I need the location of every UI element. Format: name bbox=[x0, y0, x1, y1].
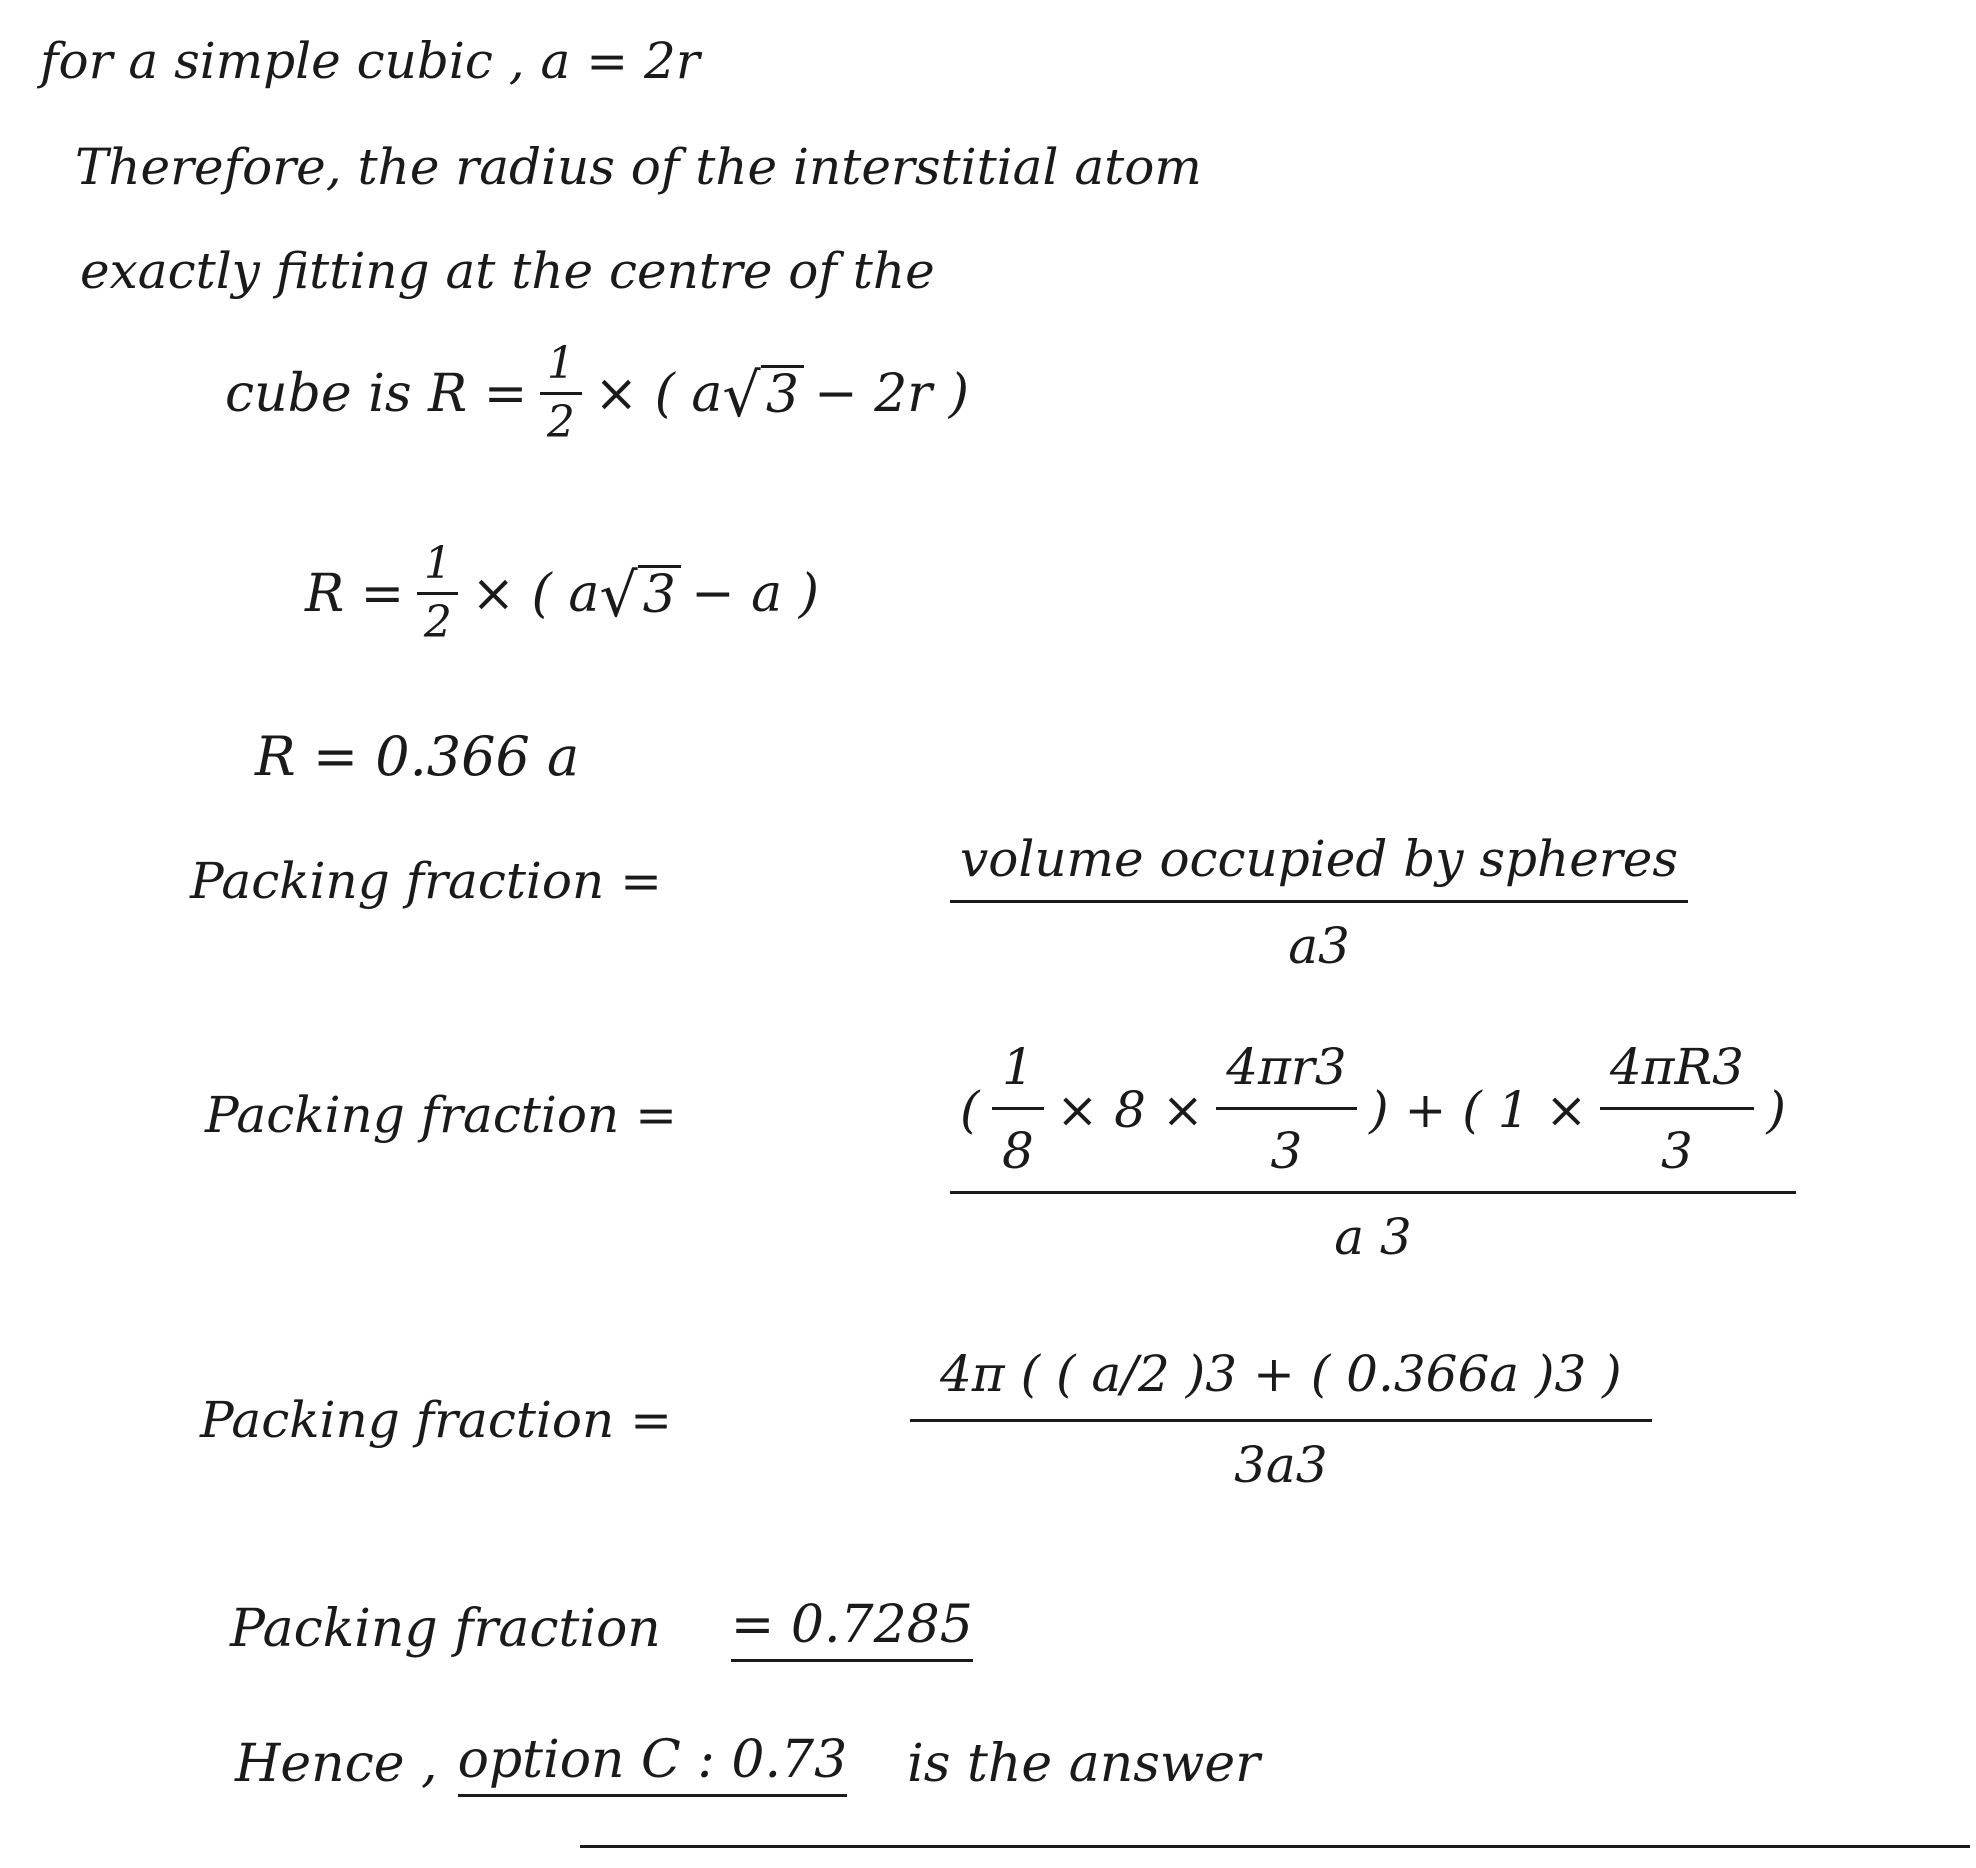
fraction-half-2 bbox=[417, 540, 458, 648]
sqrt-radicand: 3 bbox=[761, 365, 804, 423]
answer-option: option C : 0.73 bbox=[458, 1730, 848, 1797]
eq1-part-b: − 2r ) bbox=[814, 363, 969, 424]
pf1-denominator: a3 bbox=[1288, 917, 1350, 975]
sqrt-radicand-2: 3 bbox=[638, 565, 681, 623]
fraction-half bbox=[540, 340, 581, 448]
sqrt-three bbox=[722, 360, 804, 431]
pf1-numerator: volume occupied by spheres bbox=[950, 830, 1688, 903]
eq2-part-b: − a ) bbox=[691, 563, 819, 624]
equation-radius-2 bbox=[305, 540, 819, 648]
pf2-close-plus: ) + ( 1 × bbox=[1369, 1080, 1588, 1139]
eq2-part-a: × ( a bbox=[471, 563, 600, 624]
line-simple-cubic: for a simple cubic , a = 2r bbox=[40, 32, 700, 90]
pf2-open-paren: ( bbox=[960, 1080, 980, 1139]
answer-line bbox=[235, 1730, 1260, 1797]
answer-suffix: is the answer bbox=[907, 1733, 1261, 1794]
fraction-one-eighth bbox=[992, 1040, 1044, 1179]
one-eighth-den: 8 bbox=[1002, 1122, 1034, 1180]
packing-fraction-formula-2 bbox=[950, 1040, 1796, 1266]
packing-fraction-label-4: Packing fraction bbox=[230, 1598, 661, 1659]
fraction-corner-volume bbox=[1216, 1040, 1356, 1179]
fraction-half-2-den: 2 bbox=[423, 597, 452, 649]
body-volume-num: 4πR3 bbox=[1600, 1040, 1754, 1110]
bottom-underline bbox=[580, 1845, 1970, 1848]
equation-radius-1-prefix: cube is R = bbox=[225, 363, 528, 424]
fraction-half-2-num: 1 bbox=[417, 540, 458, 595]
radical-sign: √ bbox=[722, 360, 761, 431]
eq1-part-a: × ( a bbox=[594, 363, 723, 424]
packing-fraction-result bbox=[230, 1595, 973, 1662]
pf3-denominator: 3a3 bbox=[1234, 1436, 1328, 1494]
packing-fraction-label-2: Packing fraction = bbox=[205, 1086, 677, 1144]
pf2-mid: × 8 × bbox=[1056, 1080, 1204, 1139]
packing-fraction-formula-3 bbox=[910, 1345, 1652, 1494]
fraction-half-num: 1 bbox=[540, 340, 581, 395]
line-exactly-fitting: exactly fitting at the centre of the bbox=[80, 242, 935, 300]
equation-radius-1 bbox=[225, 340, 969, 448]
packing-fraction-label-3: Packing fraction = bbox=[200, 1391, 672, 1449]
equation-radius-2-prefix: R = bbox=[305, 563, 405, 624]
one-eighth-num: 1 bbox=[992, 1040, 1044, 1110]
pf2-denominator: a 3 bbox=[1334, 1208, 1412, 1266]
body-volume-den: 3 bbox=[1660, 1122, 1693, 1180]
pf2-numerator bbox=[950, 1040, 1796, 1194]
packing-fraction-formula-1 bbox=[950, 830, 1688, 975]
packing-fraction-label-1: Packing fraction = bbox=[190, 852, 662, 910]
corner-volume-den: 3 bbox=[1270, 1122, 1303, 1180]
line-r-value: R = 0.366 a bbox=[255, 725, 580, 788]
fraction-body-volume bbox=[1600, 1040, 1754, 1179]
fraction-half-den: 2 bbox=[546, 397, 575, 449]
answer-prefix: Hence , bbox=[235, 1733, 438, 1794]
packing-fraction-value: = 0.7285 bbox=[731, 1595, 973, 1662]
pf2-end-paren: ) bbox=[1766, 1080, 1786, 1139]
corner-volume-num: 4πr3 bbox=[1216, 1040, 1356, 1110]
sqrt-three-2 bbox=[599, 560, 681, 631]
line-therefore: Therefore, the radius of the interstitial atom bbox=[75, 138, 1202, 196]
radical-sign-2: √ bbox=[599, 560, 638, 631]
pf3-numerator: 4π ( ( a/2 )3 + ( 0.366a )3 ) bbox=[910, 1345, 1652, 1422]
